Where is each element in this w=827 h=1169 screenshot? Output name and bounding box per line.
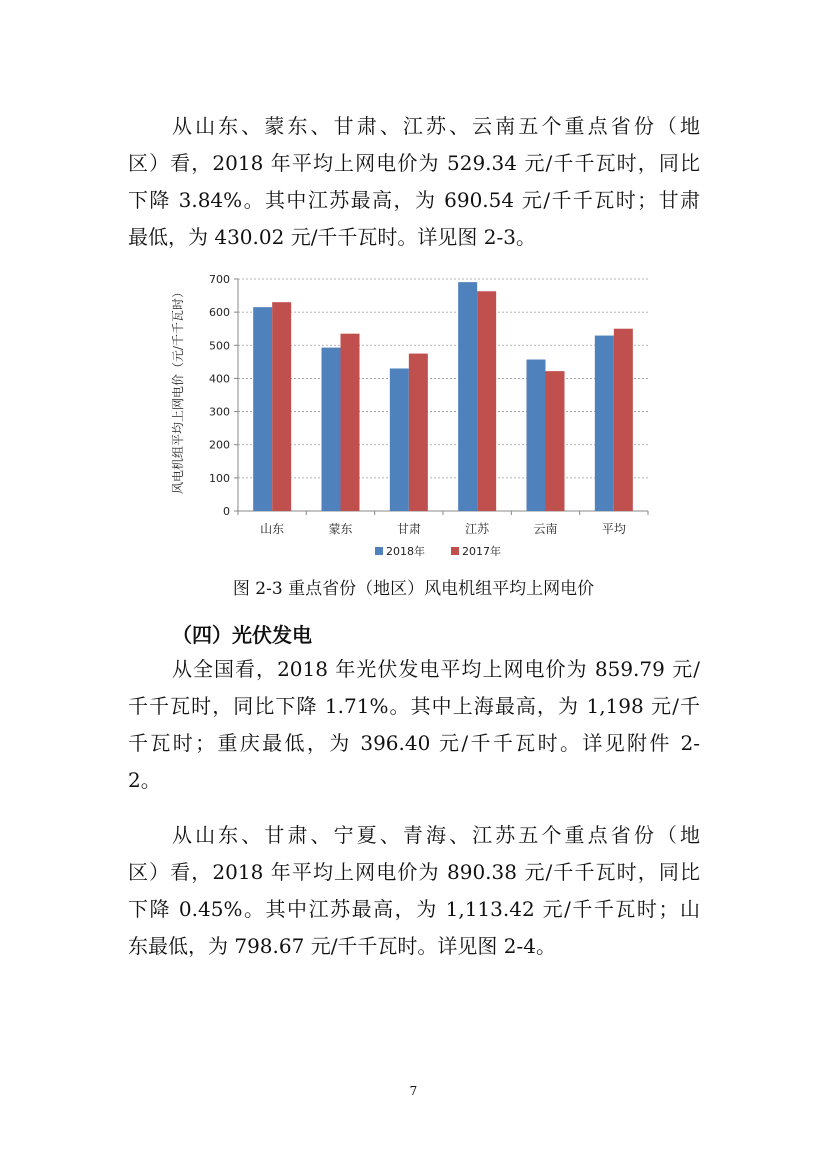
- text-line: 2。: [128, 768, 161, 792]
- x-tick-label: 蒙东: [328, 522, 353, 536]
- bar-series2: [614, 329, 633, 511]
- paragraph-3: [128, 817, 700, 965]
- text-line: 区）看，2018 年平均上网电价为 529.34 元/千千瓦时，同比: [128, 151, 700, 175]
- text-line: 千瓦时；重庆最低，为 396.40 元/千千瓦时。详见附件 2-: [128, 731, 700, 755]
- x-tick-label: 甘肃: [396, 522, 421, 536]
- text-line: 从山东、蒙东、甘肃、江苏、云南五个重点省份（地: [172, 114, 700, 138]
- paragraph-1: [128, 108, 700, 256]
- y-axis-label: 风电机组平均上网电价（元/千千瓦时）: [171, 285, 185, 495]
- x-tick-label: 山东: [260, 522, 285, 536]
- bar-series2: [546, 371, 565, 511]
- bar-series1: [595, 336, 614, 511]
- x-tick-label: 平均: [601, 522, 626, 536]
- legend-swatch: [375, 547, 383, 555]
- text-line: 区）看，2018 年平均上网电价为 890.38 元/千千瓦时，同比: [128, 860, 700, 884]
- figure-caption: 图 2-3 重点省份（地区）风电机组平均上网电价: [232, 579, 595, 599]
- bar-series1: [253, 307, 272, 511]
- bar-series2: [477, 291, 496, 511]
- y-tick-label: 300: [209, 405, 230, 419]
- legend-label: 2018年: [386, 545, 425, 558]
- paragraph-2: [128, 651, 700, 799]
- page-number: 7: [409, 1084, 418, 1098]
- bar-series2: [341, 334, 360, 511]
- text-line: 从山东、甘肃、宁夏、青海、江苏五个重点省份（地: [172, 823, 700, 847]
- legend-label: 2017年: [462, 545, 501, 558]
- plot-area: [209, 273, 648, 536]
- bar-series2: [272, 302, 291, 511]
- text-line: 从全国看，2018 年光伏发电平均上网电价为 859.79 元/: [172, 657, 700, 681]
- section-heading: （四）光伏发电: [172, 623, 312, 647]
- bar-series2: [409, 354, 428, 511]
- price-bar-chart: [160, 268, 680, 568]
- y-tick-label: 200: [209, 438, 230, 452]
- bar-series1: [527, 360, 546, 511]
- y-tick-label: 600: [209, 306, 230, 320]
- text-line: 下降 3.84%。其中江苏最高，为 690.54 元/千千瓦时；甘肃: [128, 188, 700, 212]
- x-tick-label: 江苏: [465, 522, 490, 536]
- text-line: 最低，为 430.02 元/千千瓦时。详见图 2-3。: [128, 225, 536, 249]
- y-tick-label: 500: [209, 339, 230, 353]
- chart-legend: [375, 544, 501, 558]
- y-tick-label: 100: [209, 471, 230, 485]
- legend-swatch: [451, 547, 459, 555]
- y-tick-label: 0: [223, 505, 230, 518]
- bar-series1: [390, 368, 409, 511]
- bar-series1: [458, 282, 477, 511]
- bar-series1: [322, 348, 341, 511]
- text-line: 千千瓦时，同比下降 1.71%。其中上海最高，为 1,198 元/千: [128, 694, 700, 718]
- y-tick-label: 400: [209, 372, 230, 386]
- text-line: 东最低，为 798.67 元/千千瓦时。详见图 2-4。: [128, 934, 556, 958]
- text-line: 下降 0.45%。其中江苏最高，为 1,113.42 元/千千瓦时；山: [128, 897, 700, 921]
- x-tick-label: 云南: [533, 522, 558, 536]
- y-tick-label: 700: [209, 273, 230, 286]
